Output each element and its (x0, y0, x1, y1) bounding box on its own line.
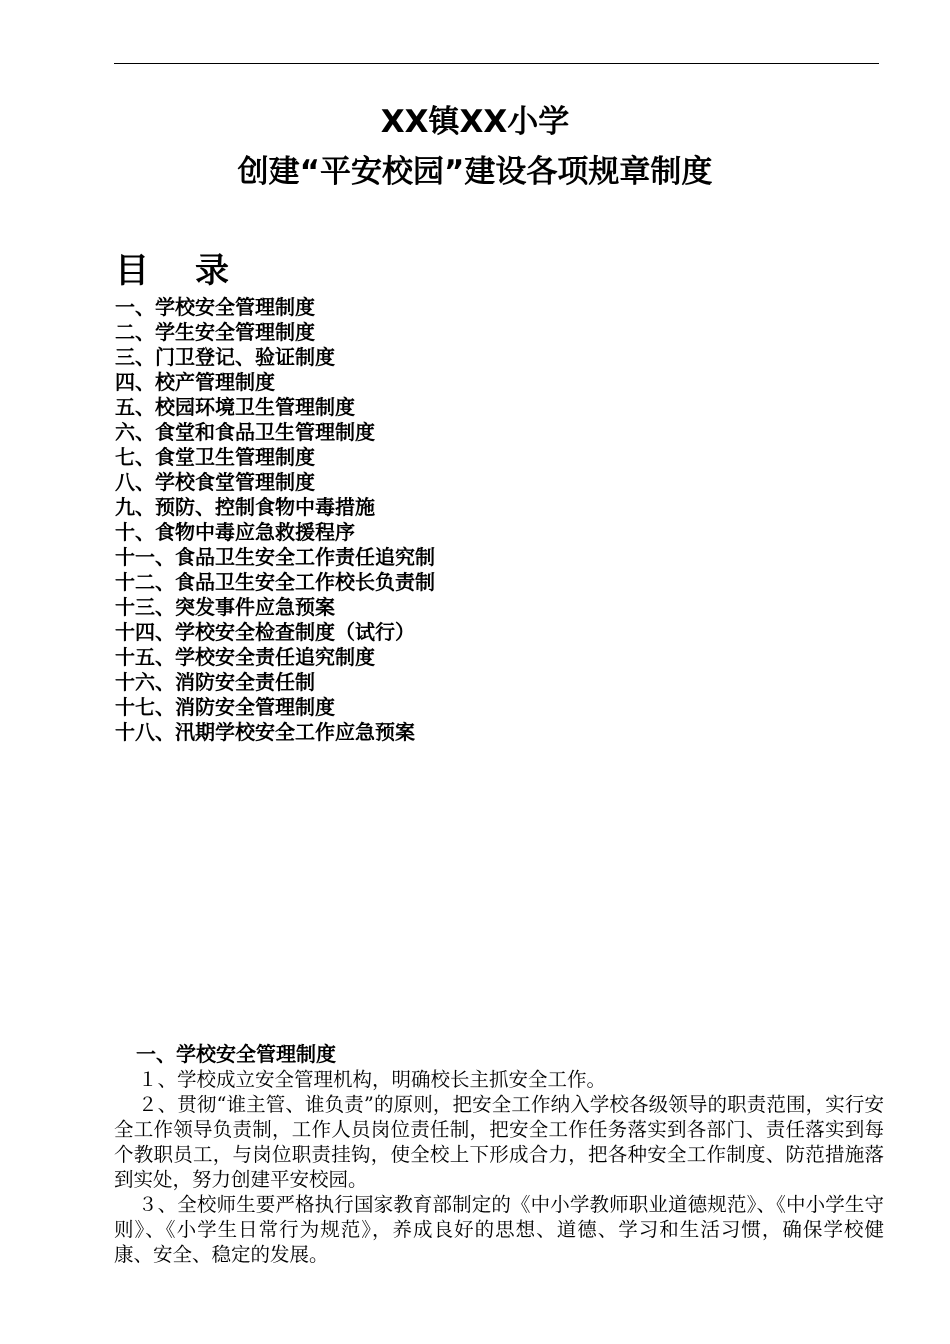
section-school-safety-management (114, 1042, 884, 1267)
toc-item: 六、食堂和食品卫生管理制度 (115, 420, 375, 444)
toc-item: 十四、学校安全检查制度（试行） (115, 620, 415, 644)
toc-item: 十七、消防安全管理制度 (115, 695, 335, 719)
toc-item: 十、食物中毒应急救援程序 (115, 520, 355, 544)
toc-item: 十六、消防安全责任制 (115, 670, 315, 694)
toc-item: 三、门卫登记、验证制度 (115, 345, 335, 369)
toc-item: 九、预防、控制食物中毒措施 (115, 495, 375, 519)
header-rule (114, 63, 879, 64)
toc-item: 十八、汛期学校安全工作应急预案 (115, 720, 415, 744)
toc-heading: 目录 (115, 251, 275, 291)
toc-item: 一、学校安全管理制度 (115, 295, 315, 319)
toc-item: 八、学校食堂管理制度 (115, 470, 315, 494)
section-paragraph: １、学校成立安全管理机构，明确校长主抓安全工作。 (138, 1068, 607, 1091)
document-title-main: 创建“平安校园”建设各项规章制度 (237, 154, 713, 190)
section-paragraph: ３、全校师生要严格执行国家教育部制定的《中小学教师职业道德规范》、《中小学生守则》、《小学生日常行为规范》，养成良好的思想、道德、学习和生活习惯，确保学校健康、安全、稳定的发展。 (114, 1193, 884, 1266)
toc-item: 二、学生安全管理制度 (115, 320, 315, 344)
toc-item: 四、校产管理制度 (115, 370, 275, 394)
toc-item: 五、校园环境卫生管理制度 (115, 395, 355, 419)
toc-list (115, 295, 435, 745)
section-paragraph: ２、贯彻“谁主管、谁负责”的原则，把安全工作纳入学校各级领导的职责范围，实行安全工作领导负责制，工作人员岗位责任制，把安全工作任务落实到各部门、责任落实到每个教职员工，与岗位职责挂钩，使全校上下形成合力，把各种安全工作制度、防范措施落到实处，努力创建平安校园。 (114, 1093, 884, 1191)
toc-item: 十三、突发事件应急预案 (115, 595, 335, 619)
document-title-school: XX镇XX小学 (380, 104, 570, 140)
toc-item: 十一、食品卫生安全工作责任追究制 (115, 545, 435, 569)
toc-item: 十五、学校安全责任追究制度 (115, 645, 375, 669)
toc-item: 七、食堂卫生管理制度 (115, 445, 315, 469)
toc-item: 十二、食品卫生安全工作校长负责制 (115, 570, 435, 594)
section-heading: 一、学校安全管理制度 (136, 1042, 336, 1066)
